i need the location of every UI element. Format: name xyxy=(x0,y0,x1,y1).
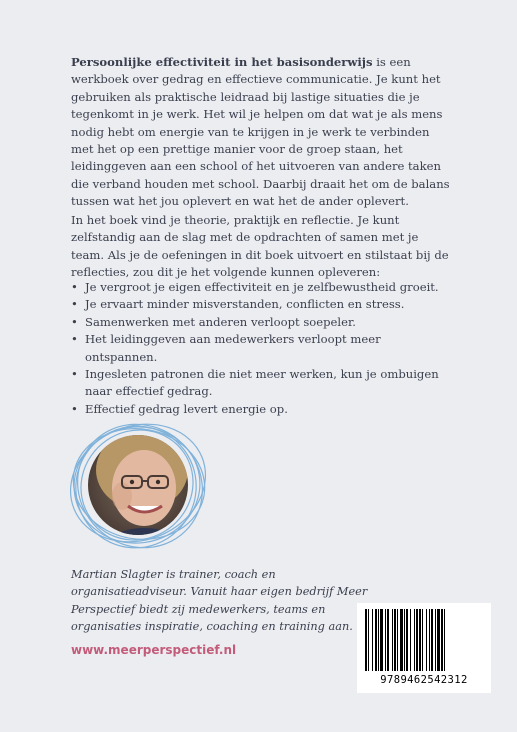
isbn-barcode xyxy=(357,603,491,693)
barcode-bar xyxy=(368,609,369,671)
barcode-bar xyxy=(435,609,436,671)
intro-paragraph xyxy=(71,54,451,211)
barcode-bar xyxy=(444,609,445,671)
barcode-bar xyxy=(414,609,415,671)
book-title: Persoonlijke effectiviteit in het basisonderwijs xyxy=(71,55,373,69)
barcode-bar xyxy=(387,609,389,671)
list-item: • Ingesleten patronen die niet meer werken, kun je ombuigen naar effectief gedrag. xyxy=(71,366,451,401)
list-item: • Het leidinggeven aan medewerkers verloopt meer ontspannen. xyxy=(71,331,451,366)
barcode-bar xyxy=(416,609,418,671)
isbn-number: 9789462542312 xyxy=(380,674,468,686)
list-item: • Effectief gedrag levert energie op. xyxy=(71,401,451,418)
list-item: • Je ervaart minder misverstanden, conflicten en stress. xyxy=(71,296,451,313)
list-item: • Samenwerken met anderen verloopt soepeler. xyxy=(71,314,451,331)
barcode-bar xyxy=(375,609,377,671)
barcode-bar xyxy=(429,609,430,671)
barcode-bar xyxy=(385,609,386,671)
author-portrait xyxy=(62,418,212,553)
barcode-bar xyxy=(441,609,443,671)
author-bio: Martian Slagter is trainer, coach en organisatieadviseur. Vanuit haar eigen bedrijf Meer Perspectief biedt zij medewerkers, teams en organisaties inspiratie, coaching en training aan. xyxy=(71,568,368,634)
barcode-bar xyxy=(394,609,396,671)
barcode-bar xyxy=(419,609,421,671)
website-link[interactable]: www.meerperspectief.nl xyxy=(71,643,237,657)
barcode-bar xyxy=(378,609,379,671)
barcode-bar xyxy=(372,609,373,671)
benefits-list xyxy=(71,279,451,418)
barcode-bar xyxy=(365,609,367,671)
list-item: • Je vergroot je eigen effectiviteit en je zelfbewustheid groeit. xyxy=(71,279,451,296)
barcode-bar xyxy=(437,609,440,671)
barcode-bar xyxy=(404,609,405,671)
barcode-bar xyxy=(400,609,403,671)
barcode-bar xyxy=(431,609,433,671)
intro-text: is een werkboek over gedrag en effectieve communicatie. Je kunt het gebruiken als praktische leidraad bij lastige situaties die je tegenkomt in je werk. Het wil je helpen om dat wat je als mens nodig hebt om energie van te krijgen in je werk te verbinden met het op een prettige manier voor de groep staan, het leidinggeven aan een school of het uitvoeren van andere taken die verband houden met school. Daarbij draait het om de balans tussen wat het jou oplevert en wat het de ander oplevert. xyxy=(71,55,450,209)
barcode-bar xyxy=(397,609,398,671)
barcode-bar xyxy=(422,609,423,671)
barcode-bar xyxy=(410,609,411,671)
benefits-intro: In het boek vind je theorie, praktijk en reflectie. Je kunt zelfstandig aan de slag met de opdrachten of samen met je team. Als je de oefeningen in dit boek uitvoert en stilstaat bij de reflecties, zou dit je het volgende kunnen opleveren: xyxy=(71,213,449,280)
barcode-bar xyxy=(380,609,383,671)
barcode-bar xyxy=(392,609,393,671)
barcode-bar xyxy=(406,609,408,671)
barcode-bar xyxy=(426,609,427,671)
